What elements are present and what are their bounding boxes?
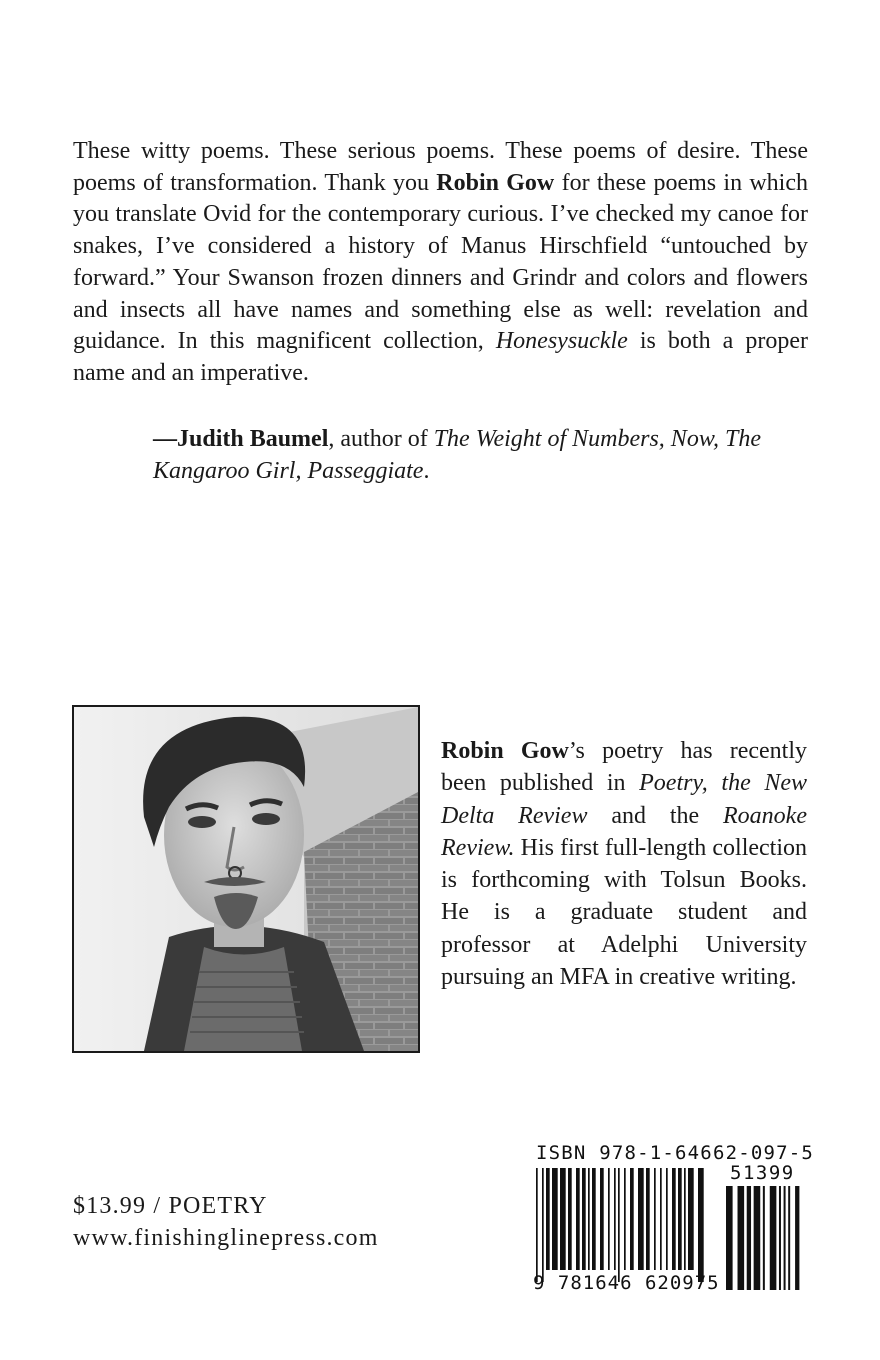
endorsement-blurb [73,136,808,390]
barcode-bar [795,1186,799,1290]
blurb-text-3: is both a proper name and an imperative. [73,328,808,386]
endorser-works: The Weight of Numbers, Now, The Kangaroo Girl, Passeggiate [153,426,762,484]
barcode-bar [763,1186,765,1290]
isbn-label: ISBN 978-1-64662-097-5 [536,1142,815,1164]
barcode-bar [738,1186,745,1290]
bio-possessive: ’s [568,738,585,764]
ean-digits: 9 781646 620975 [533,1272,720,1294]
bio-publication-1: Poetry, the New Delta Review [441,770,807,829]
blurb-book-title: Honesysuckle [495,328,628,355]
barcode-bar [754,1186,761,1290]
attribution-middle: , author of [328,426,434,452]
author-portrait-photo [72,705,420,1053]
barcode-bar [770,1186,777,1290]
attribution-end: . [423,457,430,484]
portrait-illustration [74,707,418,1051]
barcode-bar [747,1186,751,1290]
bio-text-3: His first full-length collection is forthcoming with Tolsun Books. He is a graduate student and professor at Adelphi University pursuing an MFA in creative writing. [441,834,807,991]
blurb-text-1: These witty poems. These serious poems. These poems of desire. These poems of transformation. Thank you [73,138,808,196]
bio-author-name: Robin Gow [441,738,569,764]
author-bio [441,735,807,993]
barcode-bar [784,1186,786,1290]
barcode-bar [788,1186,790,1290]
barcode-price-code: 51399 [730,1162,795,1184]
isbn-barcode [530,1142,815,1300]
publisher-website: www.finishinglinepress.com [73,1225,379,1251]
blurb-text-2: for these poems in which you translate Ovid for the contemporary curious. I’ve checked my canoe for snakes, I’ve considered a history of Manus Hirschfield “untouched by forward.” Your Swanson frozen dinners and Grindr and colors and flowers and insects all have names and something else as well: revelation and guidance. In this magnificent collection, [73,169,809,355]
barcode-bar [779,1186,781,1290]
barcode-bar [726,1186,733,1290]
bio-text-2: and the [587,802,724,829]
endorser-name: —Judith Baumel [153,426,329,452]
bio-publication-2: Roanoke Review. [441,802,807,861]
bio-text-1: poetry has recently been published in [441,738,807,797]
endorsement-attribution [153,424,813,487]
price-category: $13.99 / POETRY [73,1193,268,1219]
blurb-author-name: Robin Gow [436,169,555,196]
